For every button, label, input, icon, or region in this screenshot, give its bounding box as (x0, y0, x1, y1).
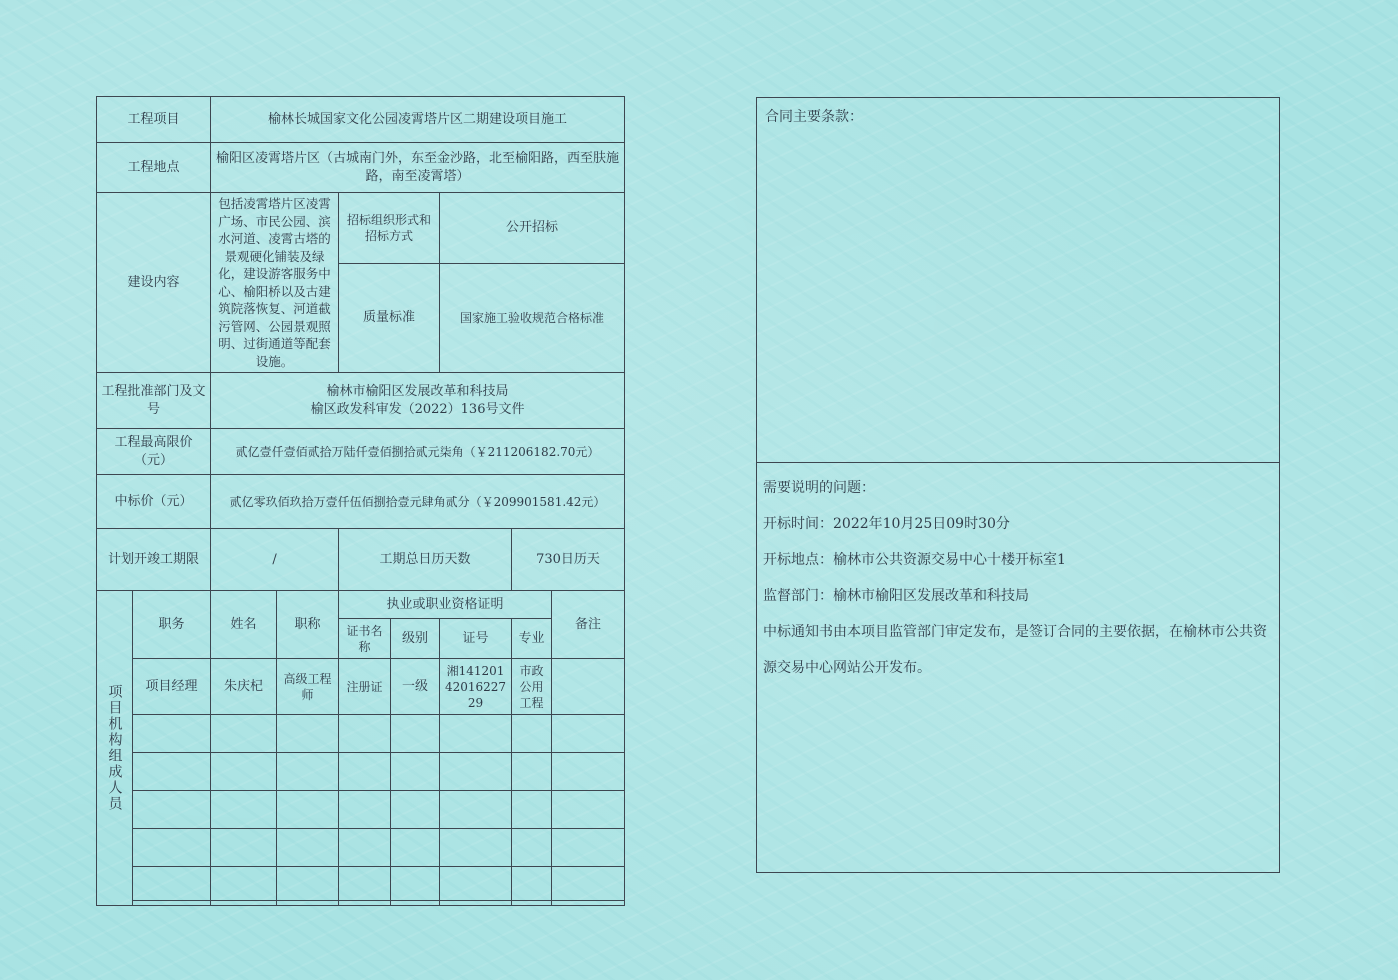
notes-title: 需要说明的问题： (763, 480, 875, 496)
col-name: 姓名 (211, 591, 277, 659)
table-row (97, 753, 625, 791)
row1-name: 朱庆杞 (211, 659, 277, 715)
content-value: 包括凌霄塔片区凌霄广场、市民公园、滨水河道、凌霄古塔的景观硬化铺装及绿化，建设游客服务中心、榆阳桥以及古建筑院落恢复、河道截污管网、公园景观照明、过街通道等配套设施。 (211, 193, 339, 373)
table-row (97, 791, 625, 829)
contract-title: 合同主要条款： (765, 109, 863, 125)
quality-label: 质量标准 (339, 264, 440, 373)
bid-price-label: 中标价（元） (97, 475, 211, 529)
row1-level: 一级 (391, 659, 440, 715)
col-cert-group: 执业或职业资格证明 (339, 591, 552, 619)
col-cert-name: 证书名称 (339, 619, 391, 659)
project-value: 榆林长城国家文化公园凌霄塔片区二期建设项目施工 (211, 97, 625, 143)
approval-label: 工程批准部门及文号 (97, 373, 211, 429)
table-row (97, 901, 625, 906)
col-level: 级别 (391, 619, 440, 659)
contract-section (757, 98, 1279, 463)
table-row (97, 659, 625, 715)
max-price-value: 贰亿壹仟壹佰贰拾万陆仟壹佰捌拾贰元柒角（￥211206182.70元） (211, 429, 625, 475)
col-position: 职务 (133, 591, 211, 659)
col-remark: 备注 (552, 591, 625, 659)
col-cert-no: 证号 (440, 619, 512, 659)
open-time: 开标时间：2022年10月25日09时30分 (763, 516, 1010, 532)
col-title: 职称 (277, 591, 339, 659)
schedule-value: / (211, 529, 339, 591)
notice: 中标通知书由本项目监管部门审定发布，是签订合同的主要依据，在榆林市公共资源交易中心网站公开发布。 (763, 624, 1267, 676)
left-form-page (96, 96, 624, 886)
table-row (97, 715, 625, 753)
bid-form-value: 公开招标 (440, 193, 625, 264)
row1-major: 市政公用工程 (512, 659, 552, 715)
row1-title: 高级工程师 (277, 659, 339, 715)
total-days-label: 工期总日历天数 (339, 529, 512, 591)
approval-dept: 榆林市榆阳区发展改革和科技局 (326, 383, 509, 399)
table-row (97, 829, 625, 867)
row1-remark (552, 659, 625, 715)
table-row (97, 867, 625, 901)
approval-value (211, 373, 625, 429)
open-place: 开标地点：榆林市公共资源交易中心十楼开标室1 (763, 552, 1066, 568)
supervisor: 监督部门：榆林市榆阳区发展改革和科技局 (763, 588, 1029, 604)
total-days-value: 730日历天 (512, 529, 625, 591)
location-label: 工程地点 (97, 143, 211, 193)
right-form-page (756, 97, 1280, 873)
schedule-label: 计划开竣工期限 (97, 529, 211, 591)
row1-cert-name: 注册证 (339, 659, 391, 715)
row1-position: 项目经理 (133, 659, 211, 715)
bid-info-table (96, 96, 625, 906)
max-price-label: 工程最高限价（元） (97, 429, 211, 475)
personnel-label: 项目机构组成人员 (97, 591, 133, 906)
bid-form-label: 招标组织形式和招标方式 (339, 193, 440, 264)
quality-value: 国家施工验收规范合格标准 (440, 264, 625, 373)
notes-section (757, 462, 1279, 694)
project-label: 工程项目 (97, 97, 211, 143)
approval-doc-no: 榆区政发科审发（2022）136号文件 (310, 401, 525, 417)
location-value: 榆阳区凌霄塔片区（古城南门外，东至金沙路，北至榆阳路，西至肤施路，南至凌霄塔） (211, 143, 625, 193)
content-label: 建设内容 (97, 193, 211, 373)
col-major: 专业 (512, 619, 552, 659)
bid-price-value: 贰亿零玖佰玖拾万壹仟伍佰捌拾壹元肆角贰分（￥209901581.42元） (211, 475, 625, 529)
row1-cert-no: 湘1412014201622729 (440, 659, 512, 715)
